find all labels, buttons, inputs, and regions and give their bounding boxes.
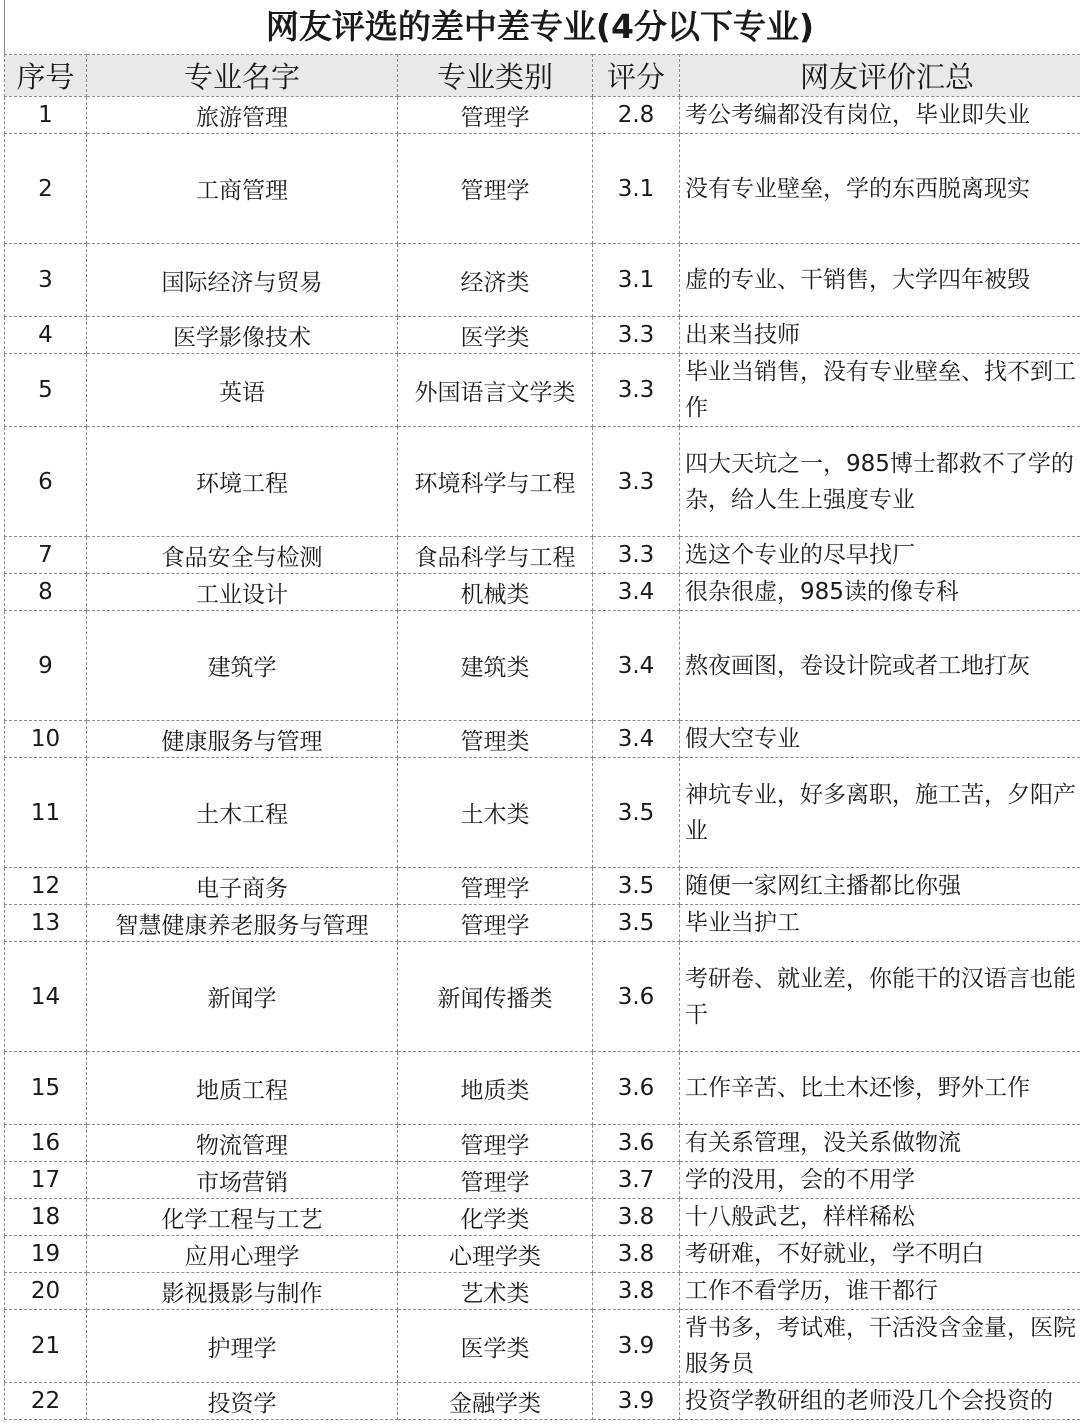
cell-score: 3.6	[593, 1052, 680, 1125]
cell-category: 医学类	[398, 317, 593, 354]
cell-category: 化学类	[398, 1199, 593, 1236]
cell-no: 7	[5, 537, 87, 574]
cell-comment: 工作不看学历，谁干都行	[680, 1273, 1080, 1310]
cell-name: 护理学	[87, 1310, 398, 1383]
header-category: 专业类别	[398, 55, 593, 97]
cell-score: 3.9	[593, 1383, 680, 1420]
cell-no: 15	[5, 1052, 87, 1125]
cell-no: 13	[5, 905, 87, 942]
cell-category: 医学类	[398, 1310, 593, 1383]
cell-category: 管理学	[398, 868, 593, 905]
cell-category: 心理学类	[398, 1236, 593, 1273]
table-row	[5, 354, 1080, 427]
cell-comment: 随便一家网红主播都比你强	[680, 868, 1080, 905]
cell-score: 3.6	[593, 942, 680, 1052]
cell-score: 3.5	[593, 758, 680, 868]
cell-score: 3.4	[593, 721, 680, 758]
cell-category: 金融学类	[398, 1383, 593, 1420]
table-row	[5, 1052, 1080, 1125]
table-row	[5, 942, 1080, 1052]
cell-score: 3.3	[593, 537, 680, 574]
cell-score: 3.8	[593, 1236, 680, 1273]
cell-no: 9	[5, 611, 87, 721]
cell-name: 影视摄影与制作	[87, 1273, 398, 1310]
cell-name: 电子商务	[87, 868, 398, 905]
cell-name: 环境工程	[87, 427, 398, 537]
cell-category: 艺术类	[398, 1273, 593, 1310]
table-row	[5, 427, 1080, 537]
cell-comment: 有关系管理，没关系做物流	[680, 1125, 1080, 1162]
cell-comment: 工作辛苦、比土木还惨，野外工作	[680, 1052, 1080, 1125]
cell-no: 3	[5, 244, 87, 317]
table-row	[5, 721, 1080, 758]
cell-score: 3.3	[593, 354, 680, 427]
cell-name: 地质工程	[87, 1052, 398, 1125]
header-no: 序号	[5, 55, 87, 97]
cell-no: 2	[5, 134, 87, 244]
table-row	[5, 758, 1080, 868]
cell-category: 经济类	[398, 244, 593, 317]
cell-category: 环境科学与工程	[398, 427, 593, 537]
table-row	[5, 537, 1080, 574]
cell-name: 物流管理	[87, 1125, 398, 1162]
cell-no: 1	[5, 97, 87, 134]
cell-comment: 四大天坑之一，985博士都救不了学的杂，给人生上强度专业	[680, 427, 1080, 537]
cell-name: 新闻学	[87, 942, 398, 1052]
table-row	[5, 1236, 1080, 1273]
cell-category: 管理学	[398, 97, 593, 134]
cell-no: 17	[5, 1162, 87, 1199]
cell-no: 10	[5, 721, 87, 758]
cell-name: 国际经济与贸易	[87, 244, 398, 317]
table-row	[5, 1125, 1080, 1162]
table-row	[5, 97, 1080, 134]
cell-no: 19	[5, 1236, 87, 1273]
table-row	[5, 317, 1080, 354]
cell-category: 管理学	[398, 1125, 593, 1162]
cell-no: 11	[5, 758, 87, 868]
cell-name: 英语	[87, 354, 398, 427]
cell-name: 食品安全与检测	[87, 537, 398, 574]
cell-comment: 考公考编都没有岗位，毕业即失业	[680, 97, 1080, 134]
cell-score: 3.4	[593, 611, 680, 721]
cell-name: 投资学	[87, 1383, 398, 1420]
header-name: 专业名字	[87, 55, 398, 97]
cell-category: 外国语言文学类	[398, 354, 593, 427]
table-row	[5, 134, 1080, 244]
header-row	[5, 55, 1080, 97]
cell-comment: 考研卷、就业差，你能干的汉语言也能干	[680, 942, 1080, 1052]
cell-comment: 很杂很虚，985读的像专科	[680, 574, 1080, 611]
table-row	[5, 868, 1080, 905]
cell-category: 机械类	[398, 574, 593, 611]
cell-score: 3.3	[593, 427, 680, 537]
cell-name: 智慧健康养老服务与管理	[87, 905, 398, 942]
cell-no: 22	[5, 1383, 87, 1420]
cell-comment: 没有专业壁垒，学的东西脱离现实	[680, 134, 1080, 244]
table-row	[5, 244, 1080, 317]
cell-no: 16	[5, 1125, 87, 1162]
cell-comment: 选这个专业的尽早找厂	[680, 537, 1080, 574]
header-comment: 网友评价汇总	[680, 55, 1080, 97]
cell-comment: 学的没用，会的不用学	[680, 1162, 1080, 1199]
table-row	[5, 611, 1080, 721]
cell-score: 3.1	[593, 244, 680, 317]
cell-score: 3.1	[593, 134, 680, 244]
cell-category: 管理类	[398, 721, 593, 758]
cell-name: 建筑学	[87, 611, 398, 721]
cell-name: 市场营销	[87, 1162, 398, 1199]
cell-comment: 投资学教研组的老师没几个会投资的	[680, 1383, 1080, 1420]
cell-score: 3.3	[593, 317, 680, 354]
table-row	[5, 1383, 1080, 1420]
cell-no: 8	[5, 574, 87, 611]
cell-no: 18	[5, 1199, 87, 1236]
cell-no: 12	[5, 868, 87, 905]
cell-comment: 虚的专业、干销售，大学四年被毁	[680, 244, 1080, 317]
cell-category: 食品科学与工程	[398, 537, 593, 574]
cell-comment: 十八般武艺，样样稀松	[680, 1199, 1080, 1236]
cell-no: 6	[5, 427, 87, 537]
table-row	[5, 1310, 1080, 1383]
cell-comment: 出来当技师	[680, 317, 1080, 354]
cell-score: 3.5	[593, 868, 680, 905]
cell-category: 管理学	[398, 905, 593, 942]
cell-comment: 毕业当销售，没有专业壁垒、找不到工作	[680, 354, 1080, 427]
cell-name: 应用心理学	[87, 1236, 398, 1273]
cell-score: 3.8	[593, 1199, 680, 1236]
cell-name: 旅游管理	[87, 97, 398, 134]
cell-no: 14	[5, 942, 87, 1052]
cell-category: 管理学	[398, 134, 593, 244]
cell-comment: 假大空专业	[680, 721, 1080, 758]
table-row	[5, 574, 1080, 611]
cell-category: 新闻传播类	[398, 942, 593, 1052]
cell-category: 建筑类	[398, 611, 593, 721]
cell-name: 医学影像技术	[87, 317, 398, 354]
cell-score: 3.6	[593, 1125, 680, 1162]
cell-no: 4	[5, 317, 87, 354]
table-row	[5, 1273, 1080, 1310]
cell-name: 化学工程与工艺	[87, 1199, 398, 1236]
table-row	[5, 1199, 1080, 1236]
cell-no: 5	[5, 354, 87, 427]
table-row	[5, 1162, 1080, 1199]
cell-name: 土木工程	[87, 758, 398, 868]
table-title: 网友评选的差中差专业(4分以下专业)	[265, 7, 815, 46]
cell-comment: 毕业当护工	[680, 905, 1080, 942]
cell-category: 管理学	[398, 1162, 593, 1199]
cell-score: 2.8	[593, 97, 680, 134]
cell-score: 3.5	[593, 905, 680, 942]
cell-category: 土木类	[398, 758, 593, 868]
cell-name: 工商管理	[87, 134, 398, 244]
cell-score: 3.9	[593, 1310, 680, 1383]
cell-score: 3.7	[593, 1162, 680, 1199]
cell-comment: 背书多，考试难，干活没含金量，医院服务员	[680, 1310, 1080, 1383]
majors-table	[4, 54, 1080, 1420]
cell-comment: 考研难，不好就业，学不明白	[680, 1236, 1080, 1273]
cell-name: 工业设计	[87, 574, 398, 611]
table-row	[5, 905, 1080, 942]
cell-name: 健康服务与管理	[87, 721, 398, 758]
cell-no: 21	[5, 1310, 87, 1383]
cell-no: 20	[5, 1273, 87, 1310]
cell-score: 3.8	[593, 1273, 680, 1310]
cell-comment: 熬夜画图，卷设计院或者工地打灰	[680, 611, 1080, 721]
cell-comment: 神坑专业，好多离职，施工苦，夕阳产业	[680, 758, 1080, 868]
cell-score: 3.4	[593, 574, 680, 611]
cell-category: 地质类	[398, 1052, 593, 1125]
header-score: 评分	[593, 55, 680, 97]
